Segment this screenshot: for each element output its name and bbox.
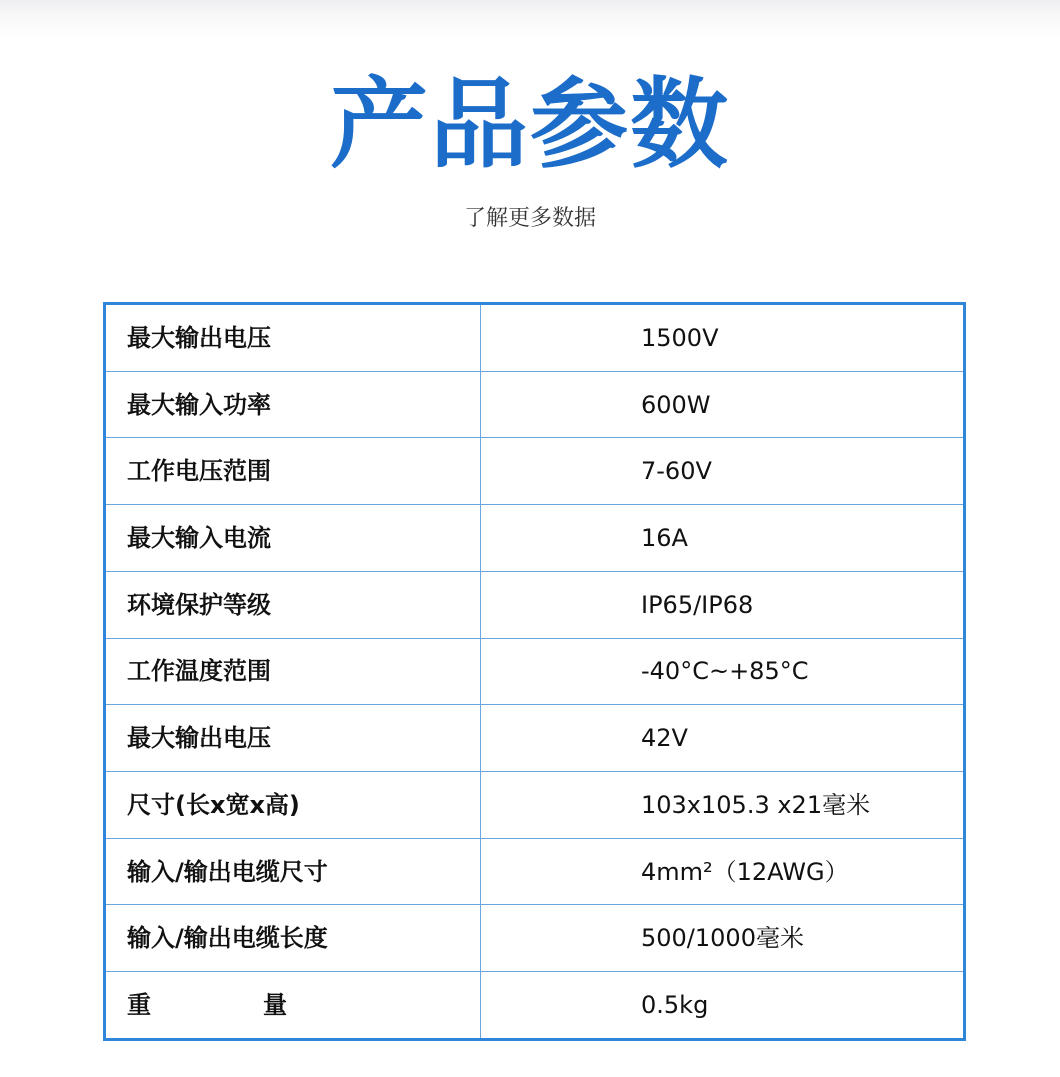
- spec-value: -40°C~+85°C: [481, 638, 965, 705]
- spec-label: 最大输出电压: [105, 304, 481, 372]
- spec-row: [105, 304, 965, 372]
- spec-value: 16A: [481, 505, 965, 572]
- spec-label: 最大输入电流: [105, 505, 481, 572]
- spec-value: 1500V: [481, 304, 965, 372]
- spec-row: [105, 571, 965, 638]
- spec-label: 输入/输出电缆长度: [105, 905, 481, 972]
- spec-label: 最大输出电压: [105, 705, 481, 772]
- spec-row: [105, 772, 965, 839]
- spec-value: IP65/IP68: [481, 571, 965, 638]
- spec-row: [105, 371, 965, 438]
- spec-label: 重 量: [127, 991, 287, 1020]
- spec-value: 0.5kg: [481, 972, 965, 1040]
- spec-value: 103x105.3 x21毫米: [481, 772, 965, 839]
- spec-label: 环境保护等级: [105, 571, 481, 638]
- spec-row: [105, 638, 965, 705]
- spec-label: 尺寸(长x宽x高): [105, 772, 481, 839]
- spec-label: 工作温度范围: [105, 638, 481, 705]
- spec-row: [105, 505, 965, 572]
- spec-label: 输入/输出电缆尺寸: [105, 838, 481, 905]
- spec-row: [105, 838, 965, 905]
- spec-row: [105, 705, 965, 772]
- spec-table: [103, 302, 966, 1041]
- page-subtitle: 了解更多数据: [463, 206, 596, 231]
- spec-label: 最大输入功率: [105, 371, 481, 438]
- spec-value: 4mm²（12AWG）: [481, 838, 965, 905]
- spec-row: [105, 438, 965, 505]
- spec-value: 7-60V: [481, 438, 965, 505]
- spec-row: [105, 905, 965, 972]
- spec-row: [105, 972, 965, 1040]
- top-shadow: [0, 0, 1060, 40]
- spec-value: 42V: [481, 705, 965, 772]
- spec-value: 600W: [481, 371, 965, 438]
- spec-value: 500/1000毫米: [481, 905, 965, 972]
- spec-label: 工作电压范围: [105, 438, 481, 505]
- page-title: 产品参数: [329, 68, 730, 182]
